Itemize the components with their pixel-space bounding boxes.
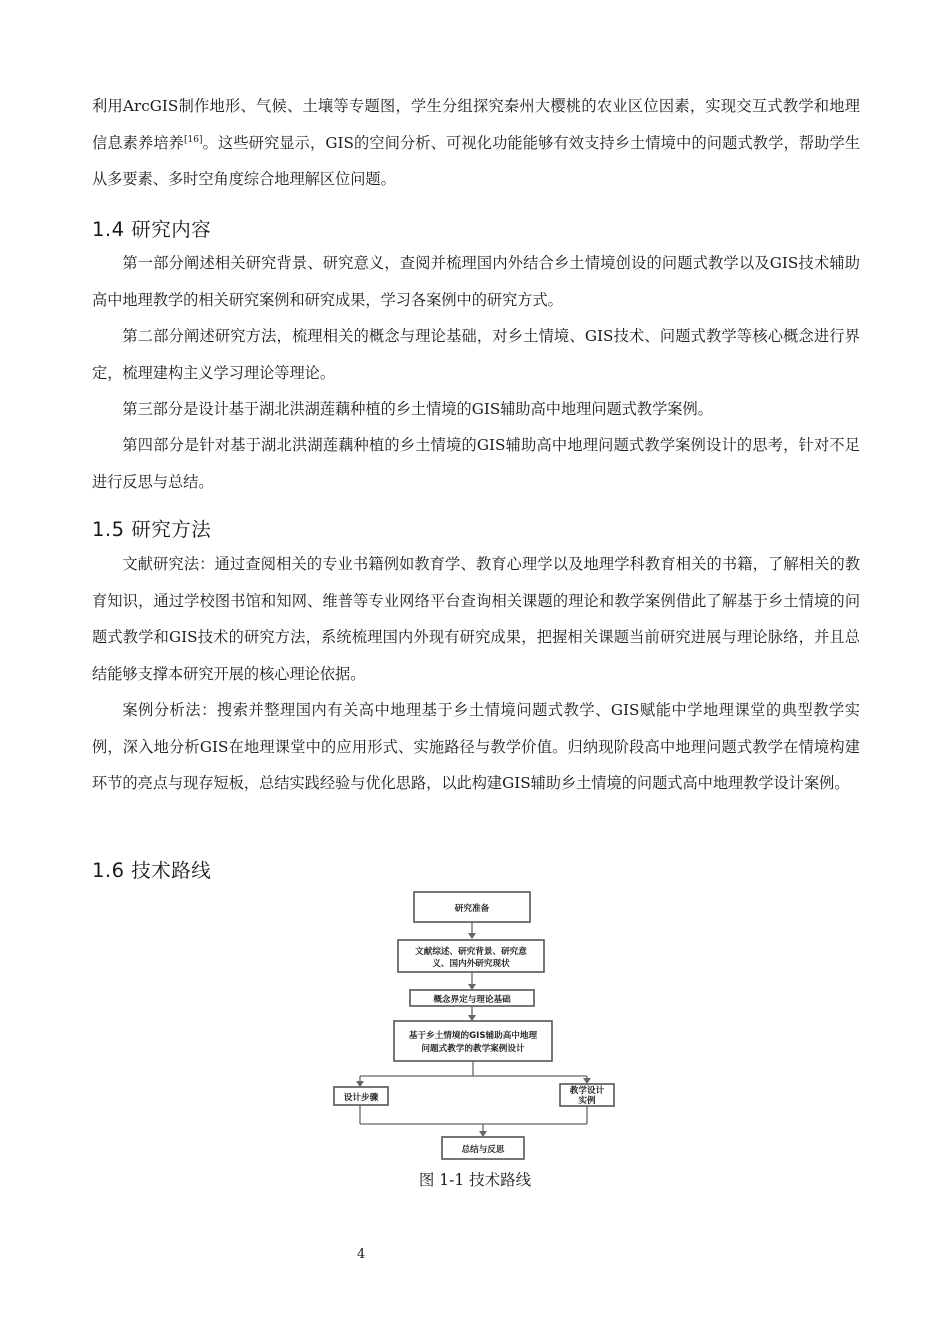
flow-text-case-design-1: 基于乡土情境的GIS辅助高中地理 [408, 1031, 538, 1041]
paragraph-1-4-1: 第一部分阐述相关研究背景、研究意义，查阅并梳理国内外结合乡土情境创设的问题式教学以及GIS技术辅助高中地理教学的相关研究案例和研究成果，学习各案例中的研究方式。 [92, 254, 860, 309]
arrow-head [468, 984, 476, 990]
paragraph-1-4-3: 第三部分是设计基于湖北洪湖莲藕种植的乡土情境的GIS辅助高中地理问题式教学案例。 [122, 400, 713, 418]
arrow-head [468, 1015, 476, 1021]
flow-text-literature-2: 义、国内外研究现状 [432, 959, 510, 969]
paragraph-1-5-2: 案例分析法：搜索并整理国内有关高中地理基于乡土情境问题式教学、GIS赋能中学地理课堂的典型教学实例，深入地分析GIS在地理课堂中的应用形式、实施路径与教学价值。归纳现阶段高中地理问题式教学在情境构建环节的亮点与现存短板，总结实践经验与优化思路，以此构建GIS辅助乡土情境的问题式高中地理教学设计案例。 [92, 701, 860, 792]
citation-ref: [16] [184, 134, 203, 145]
flow-text-teaching-example-1: 教学设计 [569, 1086, 605, 1096]
flow-text-case-design-2: 问题式教学的教学案例设计 [421, 1044, 525, 1054]
arrow-head [468, 933, 476, 939]
arrow-head [583, 1078, 591, 1084]
heading-1-6: 1.6 技术路线 [92, 859, 212, 882]
arrow-head [479, 1131, 487, 1137]
heading-1-4: 1.4 研究内容 [92, 218, 212, 241]
flow-box-case-design [394, 1021, 552, 1061]
paragraph-1-4-4: 第四部分是针对基于湖北洪湖莲藕种植的乡土情境的GIS辅助高中地理问题式教学案例设计的思考，针对不足进行反思与总结。 [92, 436, 860, 491]
paragraph-1-4-2: 第二部分阐述研究方法，梳理相关的概念与理论基础，对乡土情境、GIS技术、问题式教学等核心概念进行界定，梳理建构主义学习理论等理论。 [92, 327, 860, 382]
intro-text-cont: 。这些研究显示，GIS的空间分析、可视化功能能够有效支持乡土情境中的问题式教学，帮助学生从多要素、多时空角度综合地理解区位问题。 [92, 133, 861, 188]
flow-text-concepts: 概念界定与理论基础 [433, 995, 511, 1005]
figure-caption: 图 1-1 技术路线 [418, 1171, 532, 1189]
page-number: 4 [357, 1247, 366, 1262]
flow-text-literature-1: 文献综述、研究背景、研究意 [415, 947, 527, 957]
arrow-head [356, 1081, 364, 1087]
flow-text-preparation: 研究准备 [454, 904, 490, 914]
intro-paragraph [92, 88, 860, 198]
paragraph-1-5-1: 文献研究法：通过查阅相关的专业书籍例如教育学、教育心理学以及地理学科教育相关的书籍，了解相关的教育知识，通过学校图书馆和知网、维普等专业网络平台查询相关课题的理论和教学案例借此了解基于乡土情境的问题式教学和GIS技术的研究方法，系统梳理国内外现有研究成果，把握相关课题当前研究进展与理论脉络，并且总结能够支撑本研究开展的核心理论依据。 [92, 555, 860, 683]
flow-text-summary: 总结与反思 [461, 1145, 505, 1155]
flow-text-design-steps: 设计步骤 [343, 1093, 379, 1103]
technical-route-flowchart [330, 888, 620, 1164]
intro-text: 利用ArcGIS制作地形、气候、土壤等专题图，学生分组探究秦州大樱桃的农业区位因素，实现交互式教学和地理信息素养培养 [92, 97, 860, 152]
flow-text-teaching-example-2: 实例 [578, 1096, 596, 1106]
heading-1-5: 1.5 研究方法 [92, 518, 212, 541]
